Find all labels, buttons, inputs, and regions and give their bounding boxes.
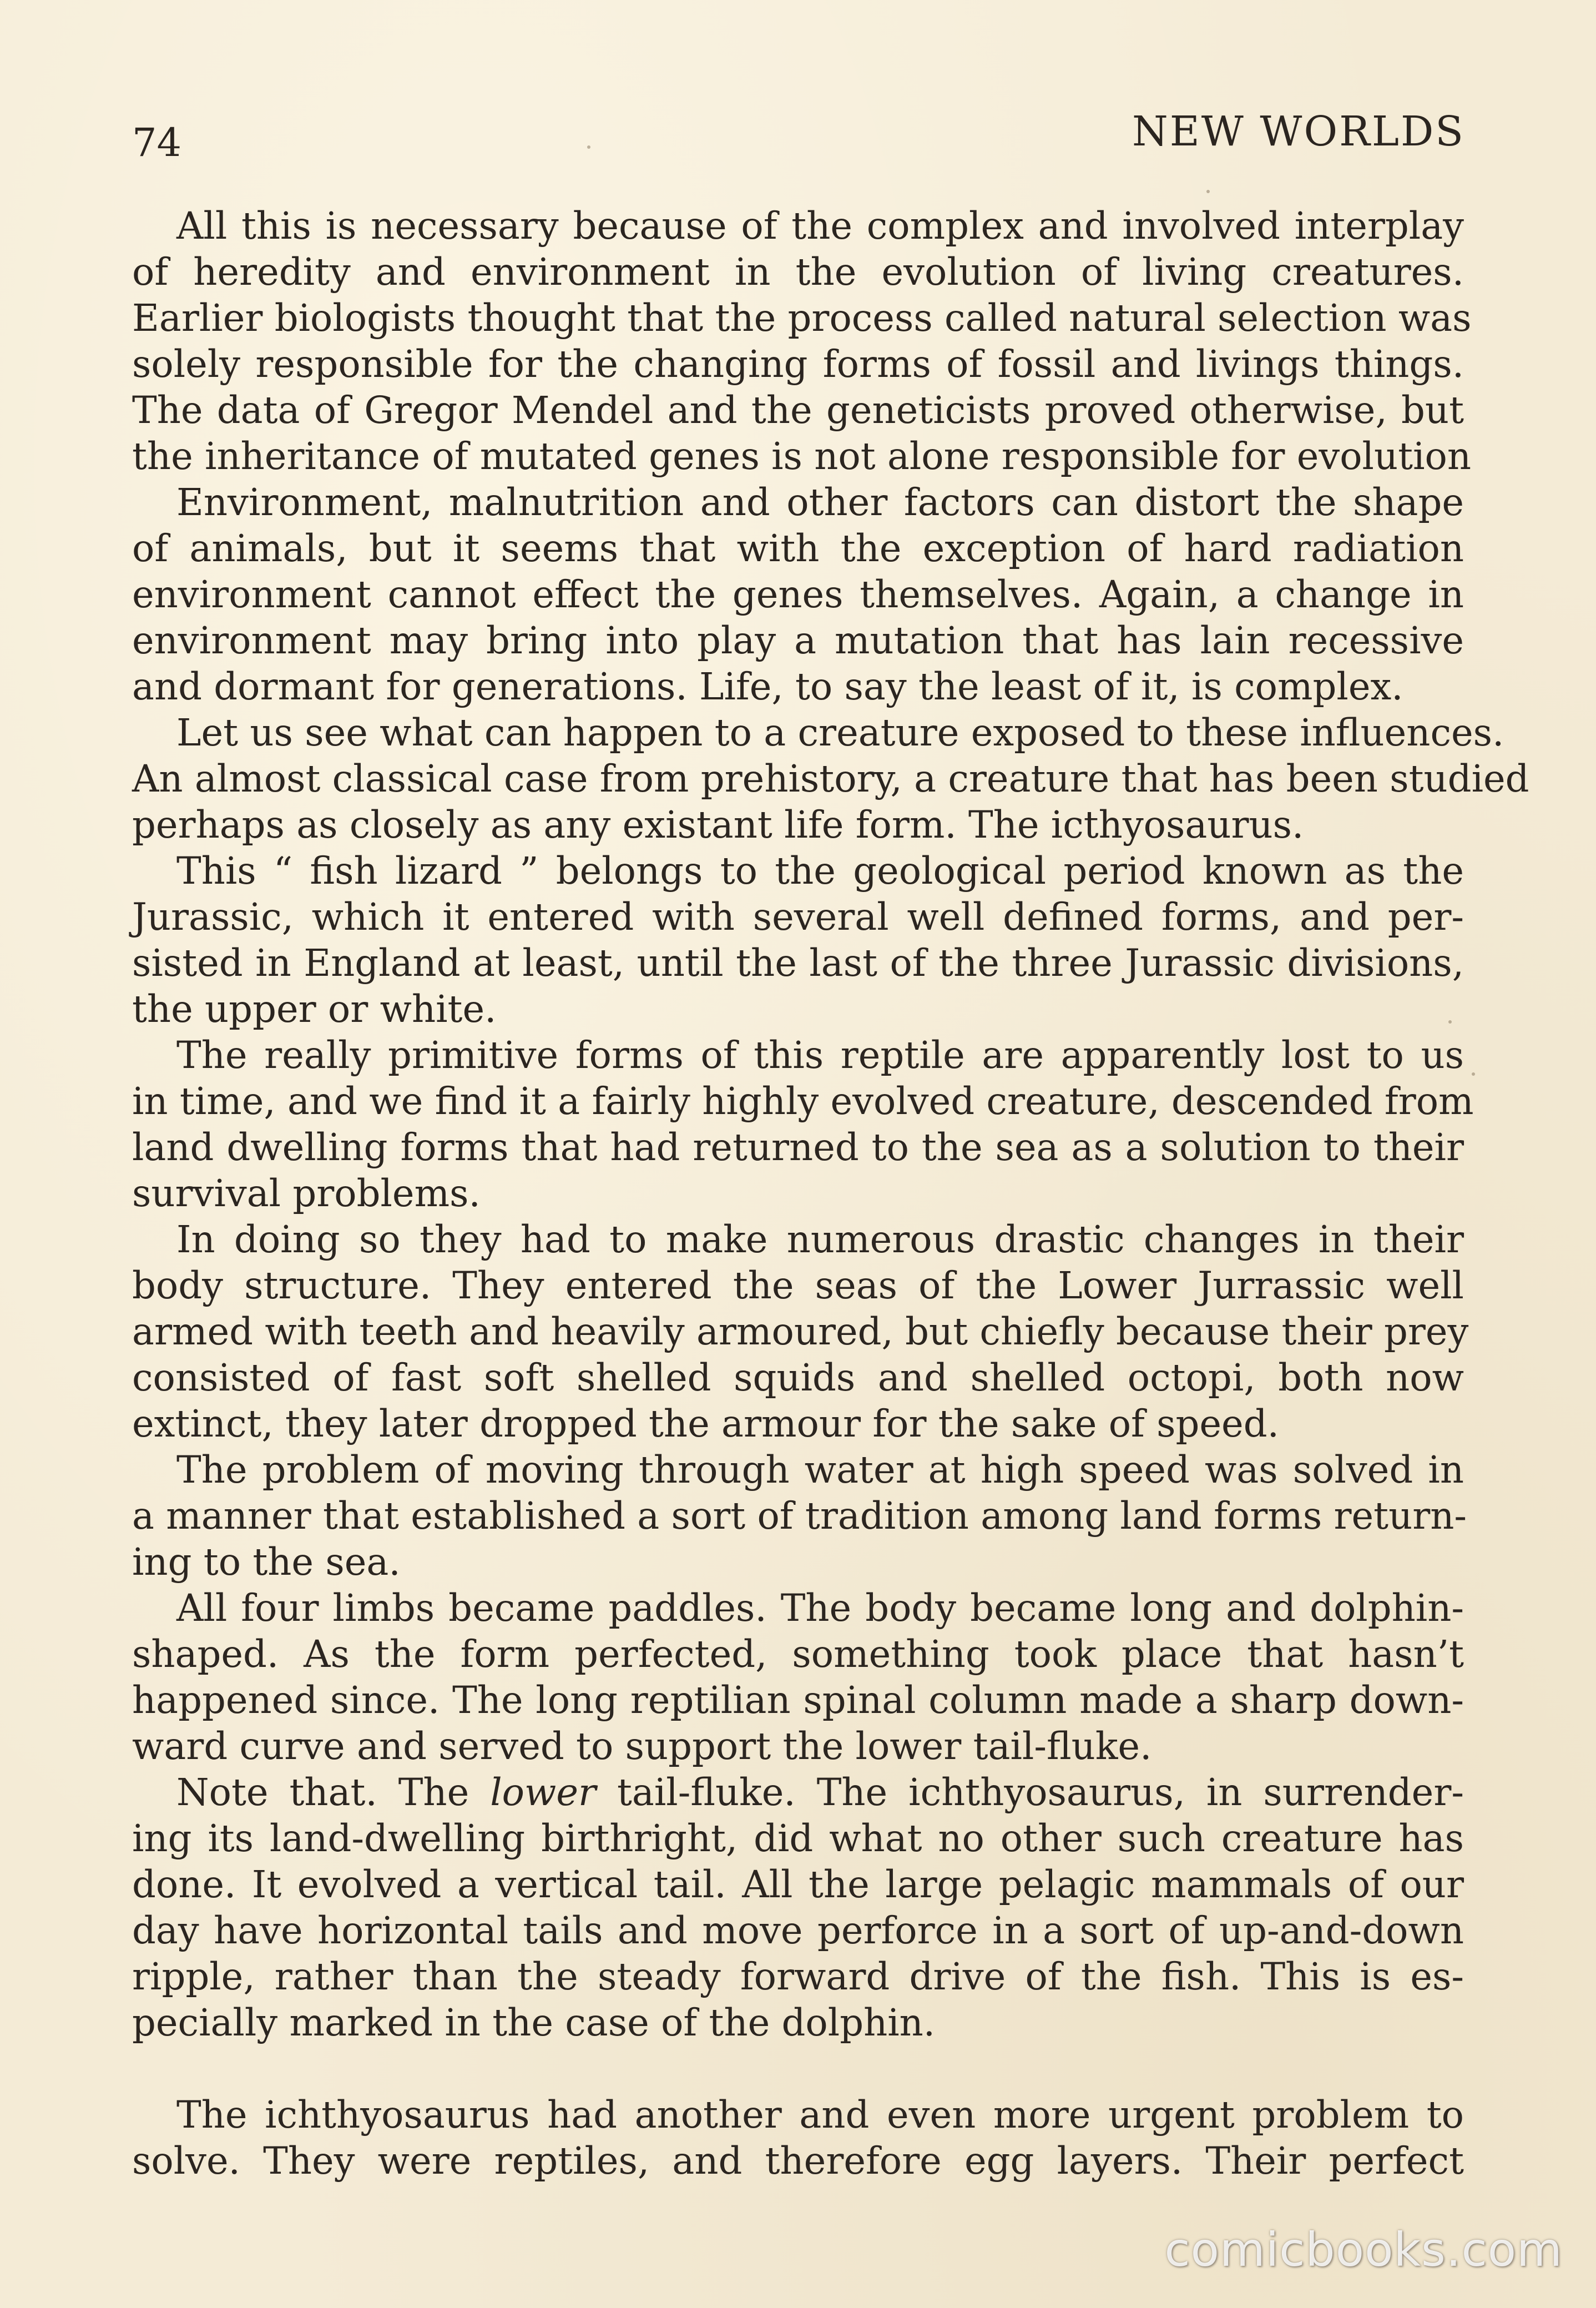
note-before: Note that. The — [176, 1771, 491, 1814]
text-line: of animals, but it seems that with the exception of hard radiation — [132, 527, 1464, 570]
text-line: Jurassic, which it entered with several well defined forms, and per- — [132, 895, 1464, 939]
text-line: The really primitive forms of this reptile are apparently lost to us — [176, 1034, 1464, 1077]
text-line: perhaps as closely as any existant life form. The icthyosaurus. — [132, 803, 1304, 846]
paper-speck — [1206, 190, 1210, 193]
paragraph-gap — [132, 2046, 1464, 2092]
text-line: solely responsible for the changing forms of fossil and livings things. — [132, 342, 1464, 386]
body-text — [132, 203, 1529, 2184]
text-line: In doing so they had to make numerous drastic changes in their — [176, 1218, 1464, 1261]
text-line: happened since. The long reptilian spinal column made a sharp down- — [132, 1679, 1464, 1722]
text-line: Earlier biologists thought that the process called natural selection was — [132, 296, 1472, 340]
text-line: body structure. They entered the seas of the Lower Jurrassic well — [132, 1264, 1464, 1307]
paper-speck — [587, 145, 590, 149]
text-line: ing to the sea. — [132, 1540, 401, 1584]
text-line: ripple, rather than the steady forward drive of the fish. This is es- — [132, 1955, 1464, 1998]
text-line: Environment, malnutrition and other factors can distort the shape — [176, 481, 1464, 524]
page-number: 74 — [132, 120, 182, 165]
note-after: tail-fluke. The ichthyosaurus, in surrender- — [596, 1771, 1464, 1814]
text-line: All this is necessary because of the complex and involved interplay — [176, 204, 1464, 248]
note-italic: lower — [490, 1771, 596, 1814]
paper-speck — [1472, 1072, 1475, 1076]
text-line: All four limbs became paddles. The body became long and dolphin- — [176, 1586, 1464, 1630]
text-line: a manner that established a sort of tradition among land forms return- — [132, 1494, 1467, 1538]
text-line: survival problems. — [132, 1172, 481, 1215]
text-line: The ichthyosaurus had another and even more urgent problem to — [176, 2093, 1464, 2136]
text-line: shaped. As the form perfected, something took place that hasn’t — [132, 1632, 1464, 1676]
text-line: This “ fish lizard ” belongs to the geological period known as the — [176, 849, 1464, 893]
text-line: in time, and we find it a fairly highly evolved creature, descended from — [132, 1080, 1474, 1123]
text-line: and dormant for generations. Life, to say the least of it, is complex. — [132, 665, 1403, 708]
text-line: ward curve and served to support the lower tail-fluke. — [132, 1725, 1152, 1768]
text-line: pecially marked in the case of the dolphin. — [132, 2001, 936, 2044]
text-line: solve. They were reptiles, and therefore egg layers. Their perfect — [132, 2139, 1464, 2183]
text-line: The problem of moving through water at high speed was solved in — [176, 1448, 1464, 1491]
text-line: Let us see what can happen to a creature exposed to these influences. — [176, 711, 1504, 754]
text-line: environment may bring into play a mutation that has lain recessive — [132, 619, 1464, 662]
text-line: sisted in England at least, until the last of the three Jurassic divisions, — [132, 941, 1464, 985]
text-line: armed with teeth and heavily armoured, but chiefly because their prey — [132, 1310, 1469, 1353]
text-line: An almost classical case from prehistory, a creature that has been studied — [132, 757, 1529, 800]
text-line: consisted of fast soft shelled squids and shelled octopi, both now — [132, 1356, 1464, 1399]
text-line: of heredity and environment in the evolution of living creatures. — [132, 250, 1464, 294]
watermark-logo: comicbooks.com — [1164, 2223, 1563, 2277]
text-line: the inheritance of mutated genes is not alone responsible for evolution — [132, 435, 1471, 478]
paper-speck — [1448, 1020, 1452, 1024]
text-line: extinct, they later dropped the armour for the sake of speed. — [132, 1402, 1279, 1445]
text-line: the upper or white. — [132, 987, 497, 1031]
text-line: The data of Gregor Mendel and the geneticists proved otherwise, but — [132, 389, 1464, 432]
text-line: done. It evolved a vertical tail. All the large pelagic mammals of our — [132, 1863, 1464, 1906]
text-line: land dwelling forms that had returned to the sea as a solution to their — [132, 1126, 1464, 1169]
text-line: ing its land-dwelling birthright, did what no other such creature has — [132, 1817, 1464, 1860]
text-line: environment cannot effect the genes themselves. Again, a change in — [132, 573, 1464, 616]
text-line-note — [132, 1770, 1464, 1816]
running-head: NEW WORLDS — [1132, 108, 1465, 155]
text-line: day have horizontal tails and move perforce in a sort of up-and-down — [132, 1909, 1464, 1952]
